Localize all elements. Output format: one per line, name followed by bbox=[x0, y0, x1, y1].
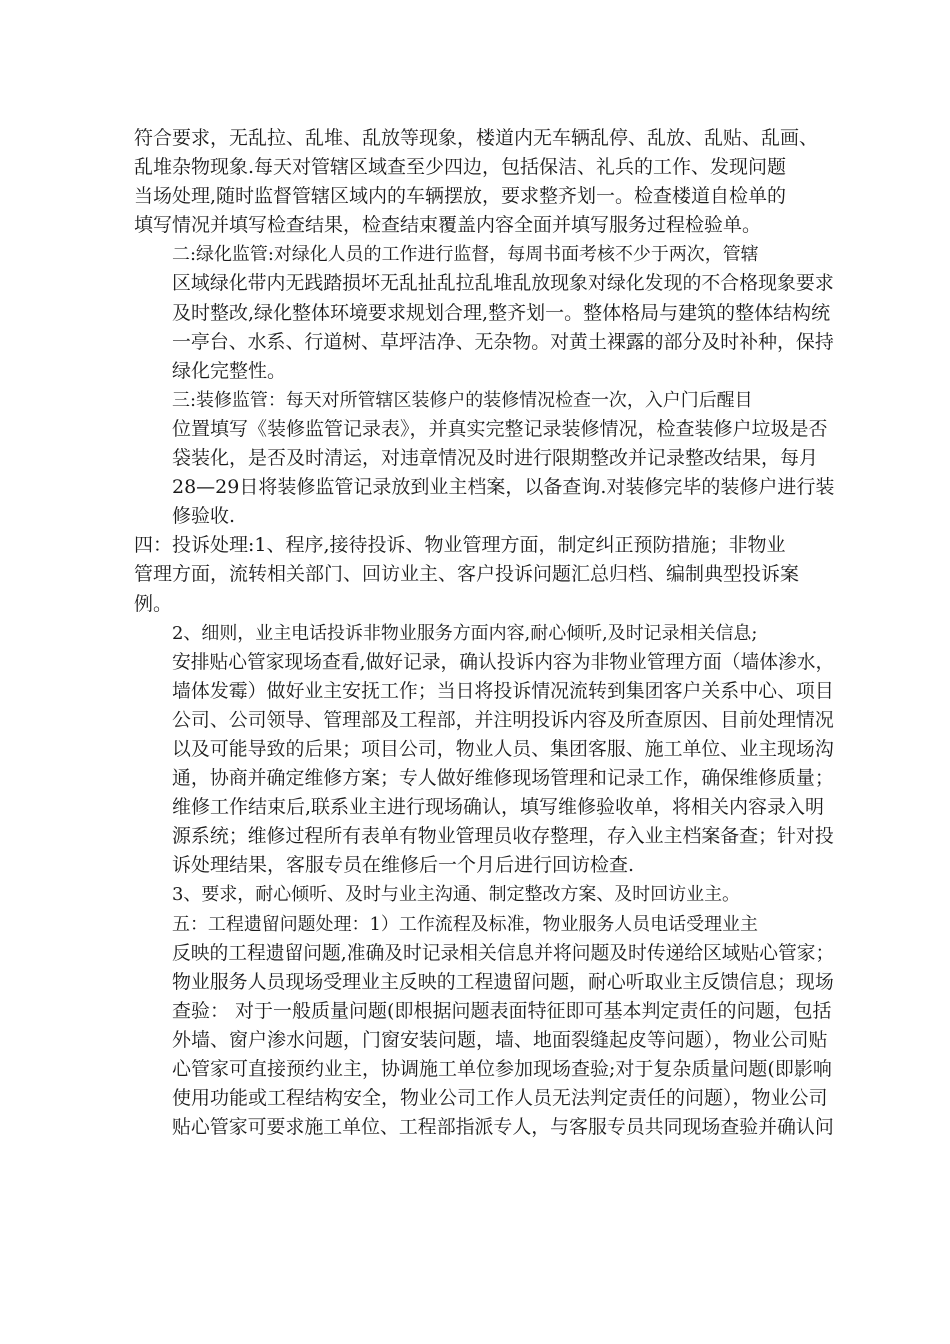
text-line: 乱堆杂物现象.每天对管辖区域查至少四边，包括保洁、礼兵的工作、发现问题 bbox=[134, 156, 787, 179]
text-line: 28—29日将装修监管记录放到业主档案，以备查询.对装修完毕的装修户进行装 bbox=[172, 476, 835, 499]
text-line: 二:绿化监管:对绿化人员的工作进行监督，每周书面考核不少于两次，管辖 bbox=[172, 244, 759, 266]
text-line: 贴心管家可要求施工单位、工程部指派专人，与客服专员共同现场查验并确认问 bbox=[172, 1116, 834, 1139]
body-text bbox=[134, 124, 834, 1142]
paragraph bbox=[134, 240, 834, 385]
text-line: 区域绿化带内无践踏损坏无乱扯乱拉乱堆乱放现象对绿化发现的不合格现象要求 bbox=[172, 272, 834, 295]
text-line: 维修工作结束后,联系业主进行现场确认，填写维修验收单，将相关内容录入明 bbox=[172, 796, 825, 819]
text-line: 及时整改,绿化整体环境要求规划合理,整齐划一。整体格局与建筑的整体结构统 bbox=[172, 301, 831, 324]
paragraph bbox=[134, 619, 834, 881]
text-line: 一亭台、水系、行道树、草坪洁净、无杂物。对黄土裸露的部分及时补种，保持 bbox=[172, 330, 834, 353]
text-line: 通，协商并确定维修方案；专人做好维修现场管理和记录工作，确保维修质量； bbox=[172, 767, 834, 790]
text-line: 查验： 对于一般质量问题(即根据问题表面特征即可基本判定责任的问题，包括 bbox=[172, 999, 832, 1022]
text-line: 诉处理结果，客服专员在维修后一个月后进行回访检查. bbox=[172, 854, 635, 877]
text-line: 墙体发霉）做好业主安抚工作；当日将投诉情况流转到集团客户关系中心、项目 bbox=[172, 679, 834, 702]
paragraph bbox=[134, 124, 834, 240]
text-line: 安排贴心管家现场查看,做好记录，确认投诉内容为非物业管理方面（墙体渗水， bbox=[172, 651, 835, 673]
text-line: 公司、公司领导、管理部及工程部，并注明投诉内容及所查原因、目前处理情况 bbox=[172, 708, 834, 731]
text-line: 反映的工程遗留问题,准确及时记录相关信息并将问题及时传递给区域贴心管家； bbox=[172, 942, 835, 964]
text-line: 符合要求，无乱拉、乱堆、乱放等现象，楼道内无车辆乱停、乱放、乱贴、乱画、 bbox=[134, 127, 819, 149]
text-line: 五：工程遗留问题处理：1）工作流程及标准，物业服务人员电话受理业主 bbox=[172, 913, 758, 935]
text-line: 绿化完整性。 bbox=[172, 359, 287, 382]
text-line: 管理方面，流转相关部门、回访业主、客户投诉问题汇总归档、编制典型投诉案 bbox=[134, 563, 800, 586]
text-line: 外墙、窗户渗水问题，门窗安装问题，墙、地面裂缝起皮等问题），物业公司贴 bbox=[172, 1028, 828, 1051]
text-line: 源系统；维修过程所有表单有物业管理员收存整理，存入业主档案备查；针对投 bbox=[172, 825, 834, 848]
paragraph bbox=[134, 386, 834, 531]
text-line: 3、要求，耐心倾听、及时与业主沟通、制定整改方案、及时回访业主。 bbox=[172, 884, 740, 906]
text-line: 心管家可直接预约业主，协调施工单位参加现场查验;对于复杂质量问题(即影响 bbox=[172, 1058, 832, 1080]
paragraph bbox=[134, 880, 834, 909]
text-line: 2、细则，业主电话投诉非物业服务方面内容,耐心倾听,及时记录相关信息; bbox=[172, 622, 758, 644]
text-line: 物业服务人员现场受理业主反映的工程遗留问题，耐心听取业主反馈信息；现场 bbox=[172, 970, 834, 993]
text-line: 以及可能导致的后果；项目公司，物业人员、集团客服、施工单位、业主现场沟 bbox=[172, 737, 834, 760]
text-line: 三:装修监管：每天对所管辖区装修户的装修情况检查一次，入户门后醒目 bbox=[172, 389, 753, 411]
text-line: 四：投诉处理:1、程序,接待投诉、物业管理方面，制定纠正预防措施；非物业 bbox=[134, 534, 786, 557]
text-line: 使用功能或工程结构安全，物业公司工作人员无法判定责任的问题），物业公司 bbox=[172, 1087, 828, 1110]
paragraph bbox=[134, 910, 834, 1143]
text-line: 填写情况并填写检查结果，检查结束覆盖内容全面并填写服务过程检验单。 bbox=[134, 214, 762, 237]
text-line: 修验收. bbox=[172, 505, 236, 528]
text-line: 位置填写《装修监管记录表》，并真实完整记录装修情况，检查装修户垃圾是否 bbox=[172, 417, 828, 440]
text-line: 袋装化，是否及时清运，对违章情况及时进行限期整改并记录整改结果，每月 bbox=[172, 447, 819, 470]
text-line: 例。 bbox=[134, 592, 173, 615]
paragraph bbox=[134, 531, 834, 618]
text-line: 当场处理,随时监督管辖区域内的车辆摆放，要求整齐划一。检查楼道自检单的 bbox=[134, 185, 787, 208]
